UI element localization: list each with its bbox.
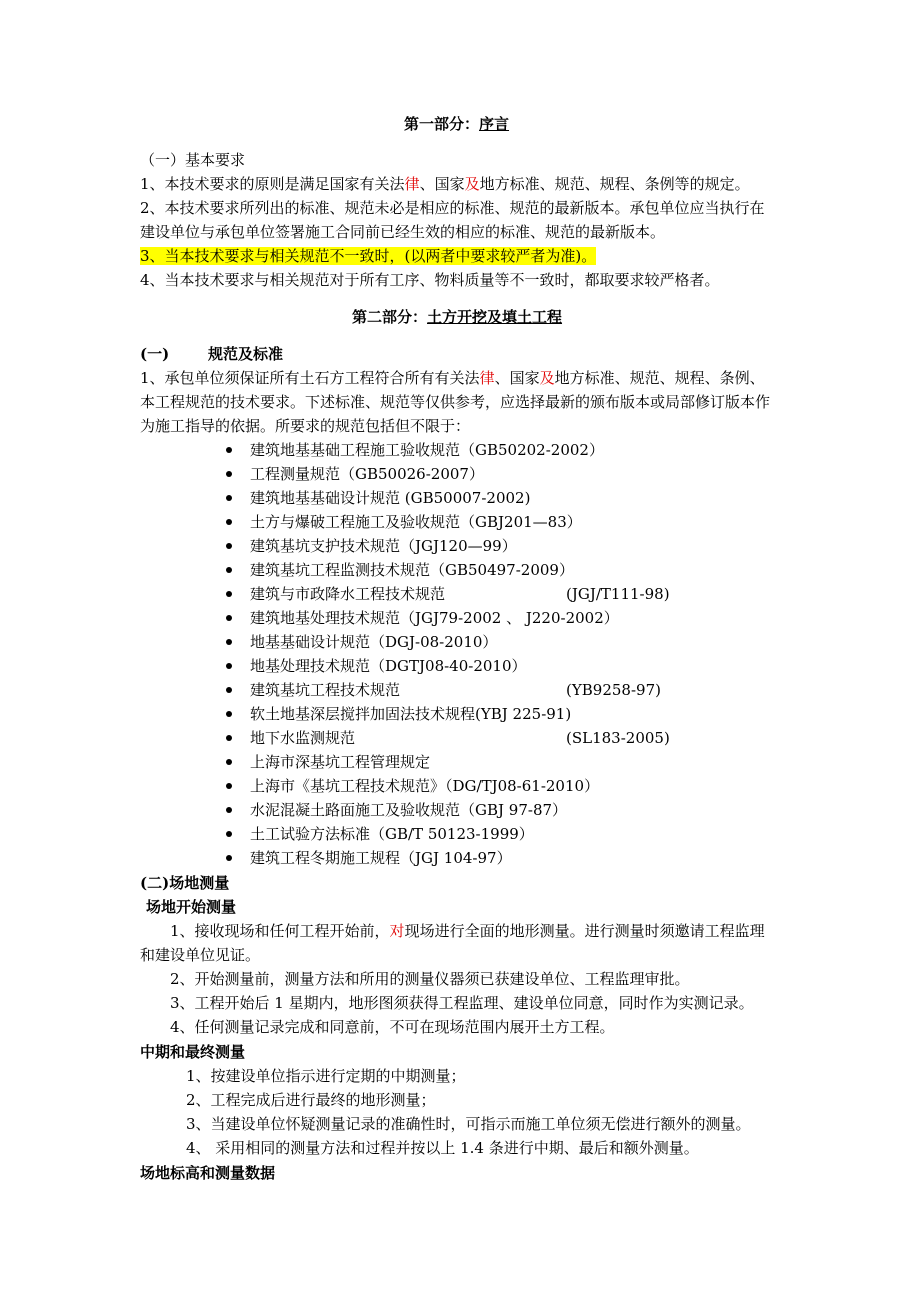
- list-item: 建筑工程冬期施工规程（JGJ 104-97）: [250, 849, 512, 867]
- section1-number: (一): [140, 345, 170, 363]
- bullet-icon: [226, 759, 232, 765]
- list-item: 上海市深基坑工程管理规定: [250, 753, 431, 771]
- list-item: 地下水监测规范: [250, 729, 356, 747]
- part2-title-prefix: 第二部分：: [352, 308, 428, 326]
- sub1-para1-line1: [170, 921, 765, 941]
- part1-item-3: [140, 246, 596, 266]
- bullet-icon: [226, 711, 232, 717]
- item-red-text: 律: [404, 175, 420, 193]
- list-item: 地基基础设计规范（DGJ-08-2010）: [250, 633, 498, 651]
- bullet-icon: [226, 471, 232, 477]
- list-item-code: (JGJ/T111-98): [566, 585, 670, 603]
- bullet-icon: [226, 807, 232, 813]
- highlighted-text: 3、当本技术要求与相关规范不一致时，(以两者中要求较严者为准)。: [140, 247, 597, 265]
- para-text: 1、承包单位须保证所有土石方工程符合所有有关法: [140, 369, 480, 387]
- bullet-icon: [226, 591, 232, 597]
- sub2-item-2: 2、工程完成后进行最终的地形测量；: [186, 1091, 436, 1109]
- bullet-icon: [226, 639, 232, 645]
- bullet-icon: [226, 543, 232, 549]
- para-text: 1、接收现场和任何工程开始前，: [170, 922, 390, 940]
- bullet-icon: [226, 831, 232, 837]
- para-text: 现场进行全面的地形测量。进行测量时须邀请工程监理: [404, 922, 765, 940]
- list-item: 建筑地基基础工程施工验收规范（GB50202-2002）: [250, 441, 604, 459]
- sub2-item-1: 1、按建设单位指示进行定期的中期测量；: [186, 1067, 466, 1085]
- section1-para-line2: 本工程规范的技术要求。下述标准、规范等仅供参考，应选择最新的颁布版本或局部修订版本作: [140, 393, 771, 411]
- list-item: 软土地基深层搅拌加固法技术规程(YBJ 225-91): [250, 705, 572, 723]
- sub2-item-3: 3、当建设单位怀疑测量记录的准确性时，可指示而施工单位须无偿进行额外的测量。: [186, 1115, 751, 1133]
- bullet-icon: [226, 783, 232, 789]
- section1-para-line3: 为施工指导的依据。所要求的规范包括但不限于：: [140, 417, 471, 435]
- para-red-text: 对: [389, 922, 405, 940]
- bullet-icon: [226, 567, 232, 573]
- sub1-para4: 4、任何测量记录完成和同意前，不可在现场范围内展开土方工程。: [170, 1018, 615, 1036]
- bullet-icon: [226, 447, 232, 453]
- para-red-text: 律: [479, 369, 495, 387]
- item-red-text: 及: [464, 175, 480, 193]
- list-item: 上海市《基坑工程技术规范》（DG/TJ08-61-2010）: [250, 777, 600, 795]
- list-item: 建筑地基基础设计规范 (GB50007-2002): [250, 489, 531, 507]
- item-text: 、国家: [419, 175, 465, 193]
- sub2-item-4: 4、 采用相同的测量方法和过程并按以上 1.4 条进行中期、最后和额外测量。: [186, 1139, 699, 1157]
- section1-heading: 规范及标准: [208, 345, 284, 363]
- section1-para-line1: [140, 368, 765, 388]
- bullet-icon: [226, 855, 232, 861]
- section2-heading: (二)场地测量: [140, 874, 230, 892]
- sub1-para1-line2: 和建设单位见证。: [140, 946, 261, 964]
- list-item: 建筑与市政降水工程技术规范: [250, 585, 446, 603]
- part2-title: [352, 307, 562, 327]
- part1-title: [404, 114, 509, 134]
- part1-item-2-line1: 2、本技术要求所列出的标准、规范未必是相应的标准、规范的最新版本。承包单位应当执行在: [140, 199, 765, 217]
- part1-title-prefix: 第一部分：: [404, 115, 480, 133]
- item-text: 1、本技术要求的原则是满足国家有关法: [140, 175, 405, 193]
- part1-item-4: 4、当本技术要求与相关规范对于所有工序、物料质量等不一致时，都取要求较严格者。: [140, 271, 720, 289]
- part1-item-1: [140, 174, 750, 194]
- section2-sub2-heading: 中期和最终测量: [140, 1043, 246, 1061]
- list-item: 建筑基坑支护技术规范（JGJ120—99）: [250, 537, 517, 555]
- bullet-icon: [226, 615, 232, 621]
- part1-title-text: 序言: [479, 115, 510, 133]
- sub1-para3: 3、工程开始后 1 星期内，地形图须获得工程监理、建设单位同意，同时作为实测记录。: [170, 994, 754, 1012]
- para-red-text: 及: [539, 369, 555, 387]
- item-text: 地方标准、规范、规程、条例等的规定。: [479, 175, 750, 193]
- section2-sub3-heading: 场地标高和测量数据: [140, 1164, 276, 1182]
- list-item-code: (SL183-2005): [566, 729, 670, 747]
- list-item: 土工试验方法标准（GB/T 50123-1999）: [250, 825, 534, 843]
- list-item-code: (YB9258-97): [566, 681, 661, 699]
- list-item: 水泥混凝土路面施工及验收规范（GBJ 97-87）: [250, 801, 568, 819]
- list-item: 工程测量规范（GB50026-2007）: [250, 465, 484, 483]
- section2-sub1-heading: 场地开始测量: [146, 898, 237, 916]
- list-item: 建筑地基处理技术规范（JGJ79-2002 、 J220-2002）: [250, 609, 619, 627]
- list-item: 地基处理技术规范（DGTJ08-40-2010）: [250, 657, 527, 675]
- bullet-icon: [226, 495, 232, 501]
- part1-section1-heading: （一）基本要求: [140, 151, 246, 169]
- list-item: 建筑基坑工程技术规范: [250, 681, 401, 699]
- bullet-icon: [226, 663, 232, 669]
- para-text: 、国家: [494, 369, 540, 387]
- list-item: 土方与爆破工程施工及验收规范（GBJ201—83）: [250, 513, 582, 531]
- bullet-icon: [226, 519, 232, 525]
- bullet-icon: [226, 687, 232, 693]
- part2-title-text: 土方开挖及填土工程: [427, 308, 563, 326]
- para-text: 地方标准、规范、规程、条例、: [554, 369, 765, 387]
- bullet-icon: [226, 735, 232, 741]
- sub1-para2: 2、开始测量前，测量方法和所用的测量仪器须已获建设单位、工程监理审批。: [170, 970, 690, 988]
- list-item: 建筑基坑工程监测技术规范（GB50497-2009）: [250, 561, 574, 579]
- part1-item-2-line2: 建设单位与承包单位签署施工合同前已经生效的相应的标准、规范的最新版本。: [140, 223, 666, 241]
